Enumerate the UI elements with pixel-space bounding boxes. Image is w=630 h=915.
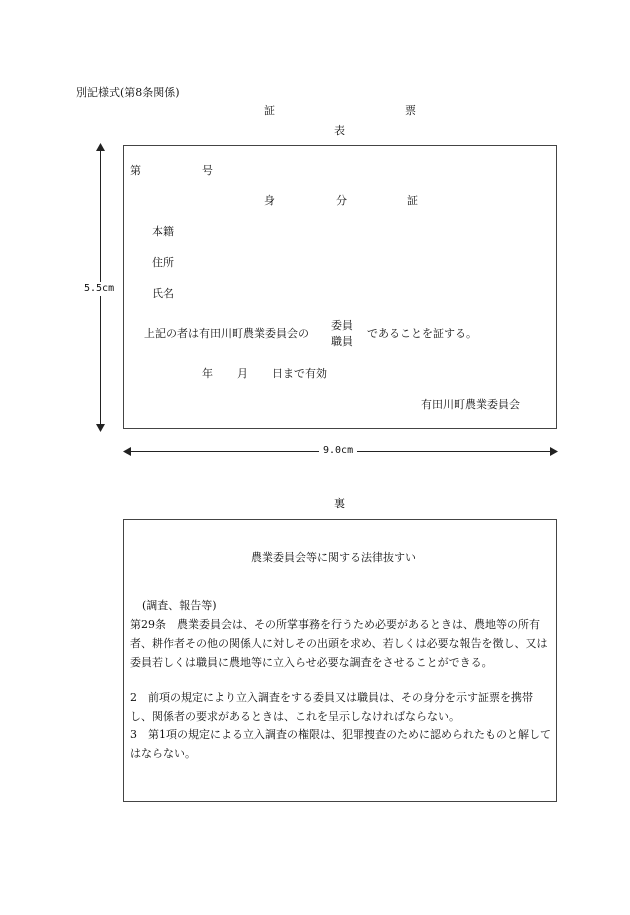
role-option-staff: 職員 bbox=[331, 335, 353, 348]
law-heading: 農業委員会等に関する法律抜すい bbox=[251, 551, 416, 564]
role-option-member: 委員 bbox=[331, 319, 353, 332]
card-title-char: 分 bbox=[336, 194, 347, 207]
article-29: 第29条 農業委員会は、その所掌事務を行うため必要があるときは、農地等の所有者、耕作者その他の関係人に対しその出頭を求め、若しくは必要な報告を徴し、又は委員若しくは職員に農地等に立入らせ必要な調査をさせることができる。 bbox=[130, 618, 548, 669]
card-title-char: 証 bbox=[407, 194, 418, 207]
card-title-char: 身 bbox=[264, 194, 275, 207]
issuer: 有田川町農業委員会 bbox=[421, 398, 520, 411]
id-card-front bbox=[123, 145, 557, 429]
field-address: 住所 bbox=[152, 256, 174, 269]
certify-suffix: であることを証する。 bbox=[367, 327, 477, 340]
clause-3: 3 第1項の規定による立入調査の権限は、犯罪捜査のために認められたものと解してはならない。 bbox=[130, 728, 551, 760]
id-card-back bbox=[123, 519, 557, 802]
back-label: 裏 bbox=[334, 497, 345, 510]
validity-text: 日まで有効 bbox=[272, 367, 327, 380]
form-label: 別記様式(第8条関係) bbox=[76, 86, 180, 99]
title-char-right: 票 bbox=[405, 104, 416, 117]
section-caption: (調査、報告等) bbox=[142, 599, 217, 612]
arrow-up-icon bbox=[96, 143, 105, 151]
arrow-right-icon bbox=[550, 447, 558, 456]
arrow-down-icon bbox=[96, 424, 105, 432]
height-label: 5.5cm bbox=[84, 283, 115, 294]
arrow-left-icon bbox=[123, 447, 131, 456]
title-char-left: 証 bbox=[264, 104, 275, 117]
field-honseki: 本籍 bbox=[152, 225, 174, 238]
number-suffix: 号 bbox=[202, 164, 213, 177]
certify-prefix: 上記の者は有田川町農業委員会の bbox=[144, 327, 309, 340]
number-prefix: 第 bbox=[130, 164, 141, 177]
validity-year: 年 bbox=[202, 367, 213, 380]
validity-month: 月 bbox=[237, 367, 248, 380]
field-name: 氏名 bbox=[152, 287, 174, 300]
front-label: 表 bbox=[334, 124, 345, 137]
width-label: 9.0cm bbox=[319, 445, 357, 457]
clause-2: 2 前項の規定により立入調査をする委員又は職員は、その身分を示す証票を携帯し、関係者の要求があるときは、これを呈示しなければならない。 bbox=[130, 691, 533, 723]
